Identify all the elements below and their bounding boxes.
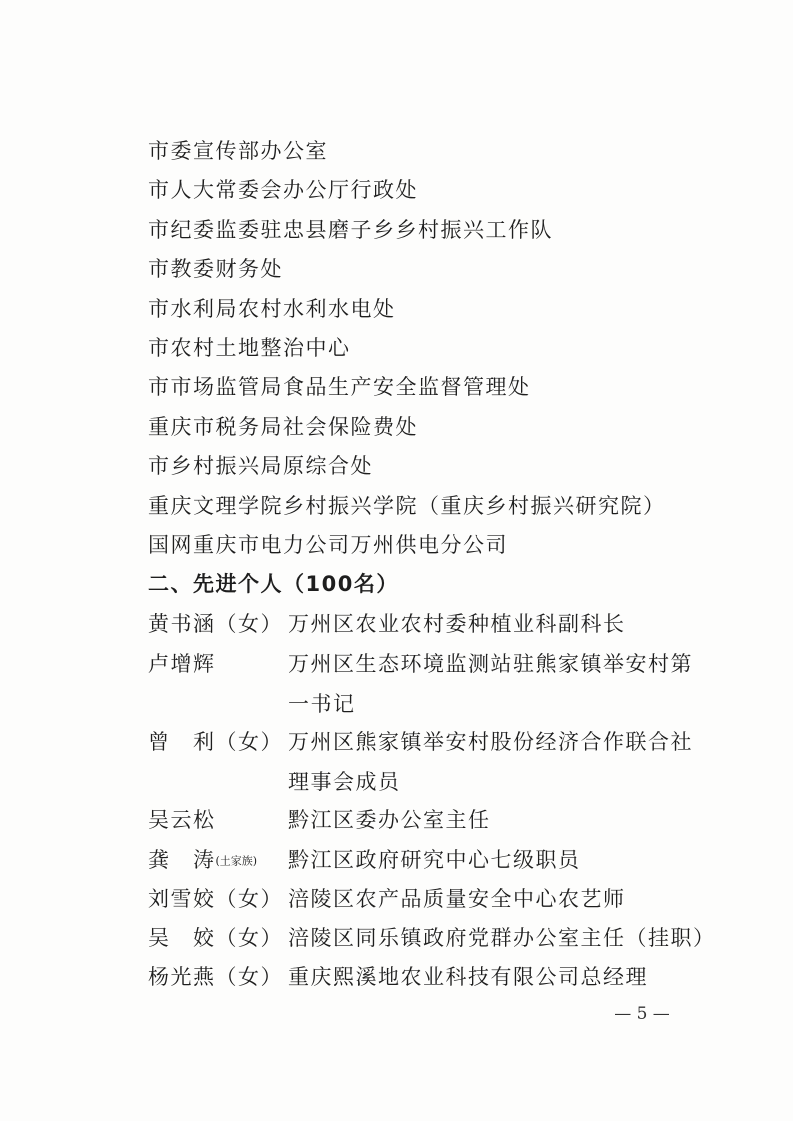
person-title: 黔江区政府研究中心七级职员	[288, 848, 581, 872]
person-name: 曾 利（女）	[148, 730, 283, 754]
person-title: 万州区农业农村委种植业科副科长	[288, 612, 626, 636]
person-name: 吴云松	[148, 808, 216, 832]
unit-item: 市委宣传部办公室	[148, 139, 328, 163]
person-title: 重庆熙溪地农业科技有限公司总经理	[288, 965, 648, 989]
person-name: 刘雪姣（女）	[148, 887, 283, 911]
unit-item: 重庆文理学院乡村振兴学院（重庆乡村振兴研究院）	[148, 493, 666, 518]
person-name: 卢增辉	[148, 652, 216, 676]
unit-item: 市教委财务处	[148, 257, 283, 282]
person-title: 涪陵区农产品质量安全中心农艺师	[288, 887, 626, 911]
person-name: 杨光燕（女）	[148, 965, 283, 989]
section-heading: 二、先进个人（100名）	[148, 572, 399, 596]
person-title: 黔江区委办公室主任	[288, 808, 491, 832]
unit-item: 市市场监管局食品生产安全监督管理处	[148, 375, 531, 400]
unit-list	[148, 132, 748, 565]
person-title: 万州区熊家镇举安村股份经济合作联合社理事会成员	[288, 730, 693, 794]
unit-item: 国网重庆市电力公司万州供电分公司	[148, 532, 508, 557]
unit-item: 市水利局农村水利水电处	[148, 296, 396, 321]
unit-item: 市乡村振兴局原综合处	[148, 454, 373, 479]
unit-item: 市人大常委会办公厅行政处	[148, 178, 418, 203]
person-title: 万州区生态环境监测站驻熊家镇举安村第一书记	[288, 652, 693, 716]
person-title: 涪陵区同乐镇政府党群办公室主任（挂职）	[288, 926, 716, 950]
person-name: 龚 涛	[148, 848, 216, 872]
ethnic-note: (土家族)	[215, 854, 258, 868]
unit-item: 市纪委监委驻忠县磨子乡乡村振兴工作队	[148, 217, 553, 242]
unit-item: 重庆市税务局社会保险费处	[148, 414, 418, 439]
unit-item: 市农村土地整治中心	[148, 335, 351, 360]
person-name: 黄书涵（女）	[148, 612, 283, 636]
person-name-group	[148, 840, 257, 882]
person-name: 吴 姣（女）	[148, 926, 283, 950]
page-number: — 5 —	[614, 1004, 670, 1024]
